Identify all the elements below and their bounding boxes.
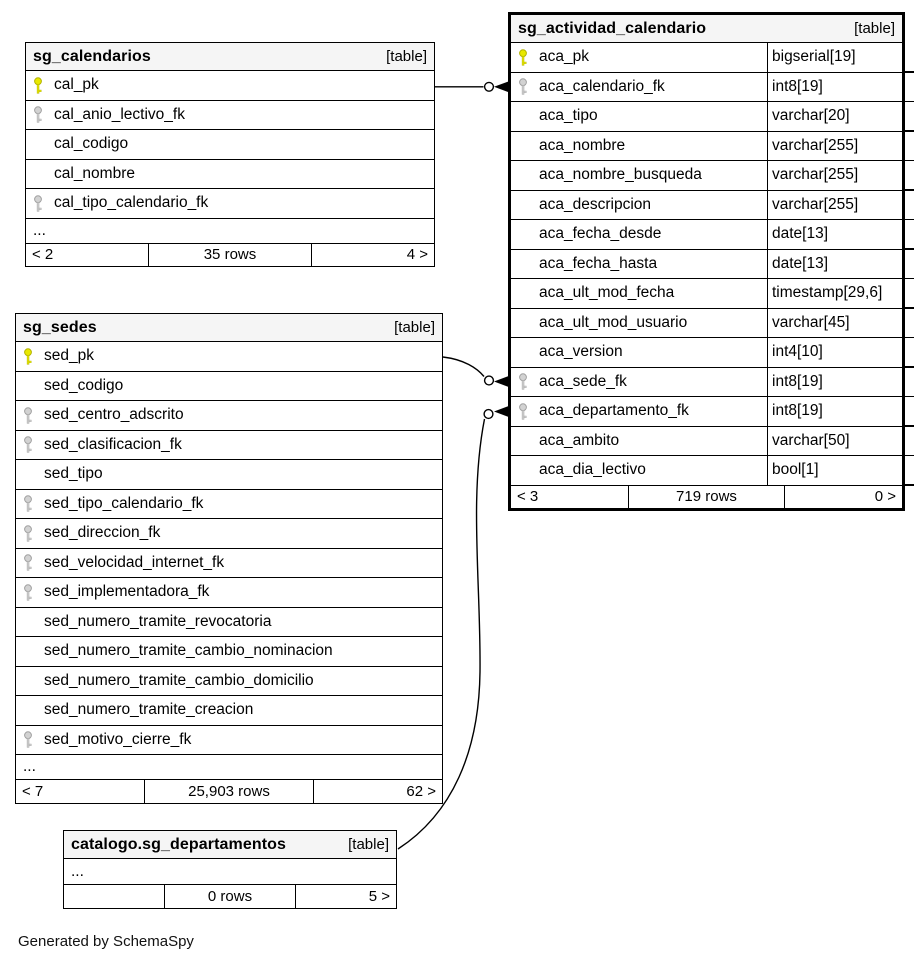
- table-row: [511, 338, 902, 368]
- table-row: [16, 637, 442, 667]
- column-name: aca_ult_mod_usuario: [539, 313, 688, 331]
- column-name: cal_codigo: [54, 135, 129, 153]
- column-type: int8[19]: [767, 397, 902, 426]
- footer-row-count: 0 rows: [164, 885, 297, 908]
- column-type: varchar[20]: [767, 102, 902, 131]
- generated-by-note: Generated by SchemaSpy: [18, 933, 194, 950]
- table-header: [64, 831, 396, 859]
- table-row: [511, 456, 902, 486]
- footer-next-count: 0 >: [874, 488, 896, 506]
- column-name: sed_centro_adscrito: [44, 406, 184, 424]
- column-name: aca_fecha_desde: [539, 225, 662, 243]
- table-row: [511, 73, 902, 103]
- zero-or-one-dot: [485, 376, 494, 385]
- column-name: cal_pk: [54, 76, 99, 94]
- column-type: timestamp[29,6]: [767, 279, 902, 308]
- table-row: [26, 130, 434, 160]
- table-tag: [table]: [394, 319, 435, 336]
- column-type: int8[19]: [767, 368, 902, 397]
- foreign-key-icon: [23, 407, 44, 424]
- primary-key-icon: [33, 77, 54, 94]
- foreign-key-icon: [518, 78, 539, 95]
- table-sg-calendarios: [25, 42, 435, 267]
- column-name: aca_fecha_hasta: [539, 254, 658, 272]
- foreign-key-icon: [23, 731, 44, 748]
- column-name: cal_tipo_calendario_fk: [54, 194, 209, 212]
- column-name: sed_implementadora_fk: [44, 583, 210, 601]
- table-row: [511, 427, 902, 457]
- column-type: varchar[255]: [767, 132, 902, 161]
- foreign-key-icon: [33, 195, 54, 212]
- column-name: sed_numero_tramite_revocatoria: [44, 612, 272, 630]
- table-header: [26, 43, 434, 71]
- table-title[interactable]: catalogo.sg_departamentos: [71, 835, 286, 853]
- table-row: [16, 460, 442, 490]
- column-name: sed_direccion_fk: [44, 524, 161, 542]
- footer-next-count: 62 >: [406, 782, 436, 800]
- column-name: aca_sede_fk: [539, 372, 627, 390]
- table-row: [26, 160, 434, 190]
- table-row: [16, 578, 442, 608]
- table-row: [511, 250, 902, 280]
- foreign-key-icon: [33, 106, 54, 123]
- table-header: [16, 314, 442, 342]
- column-type: bigserial[19]: [767, 43, 902, 72]
- table-row: [511, 309, 902, 339]
- relationship-line-sede: [443, 357, 508, 387]
- column-name: sed_tipo: [44, 465, 103, 483]
- table-row: [16, 726, 442, 756]
- column-name: sed_clasificacion_fk: [44, 435, 182, 453]
- column-type: varchar[255]: [767, 161, 902, 190]
- column-type: varchar[45]: [767, 309, 902, 338]
- primary-key-icon: [23, 348, 44, 365]
- table-row: [511, 43, 902, 73]
- foreign-key-icon: [518, 373, 539, 390]
- column-type: int4[10]: [767, 338, 902, 367]
- column-name: aca_nombre_busqueda: [539, 166, 702, 184]
- table-row: [16, 667, 442, 697]
- table-title[interactable]: sg_calendarios: [33, 47, 151, 65]
- table-row: [511, 102, 902, 132]
- table-sg-sedes: [15, 313, 443, 804]
- column-type: varchar[50]: [767, 427, 902, 456]
- table-catalogo-sg-departamentos: [63, 830, 397, 909]
- table-row: [16, 490, 442, 520]
- foreign-key-icon: [23, 495, 44, 512]
- footer-prev-count: < 7: [22, 782, 44, 800]
- table-row: [16, 342, 442, 372]
- table-footer: [16, 780, 442, 803]
- column-name: aca_calendario_fk: [539, 77, 665, 95]
- foreign-key-icon: [23, 584, 44, 601]
- column-name: sed_tipo_calendario_fk: [44, 494, 204, 512]
- footer-prev-count: [64, 885, 164, 908]
- column-name: sed_codigo: [44, 376, 124, 394]
- table-row: [16, 372, 442, 402]
- table-footer: [64, 885, 396, 908]
- table-row: [511, 220, 902, 250]
- table-title[interactable]: sg_sedes: [23, 318, 97, 336]
- table-title[interactable]: sg_actividad_calendario: [518, 19, 707, 37]
- footer-row-count: 25,903 rows: [144, 780, 314, 803]
- footer-next-count: 5 >: [368, 887, 390, 905]
- table-row: [16, 608, 442, 638]
- table-row: [16, 519, 442, 549]
- table-footer: [26, 244, 434, 267]
- column-name: aca_tipo: [539, 107, 598, 125]
- column-name: cal_nombre: [54, 164, 135, 182]
- foreign-key-icon: [23, 525, 44, 542]
- column-name: aca_pk: [539, 48, 589, 66]
- table-sg-actividad-calendario: [508, 12, 905, 511]
- zero-or-one-dot: [485, 82, 494, 91]
- column-name: sed_numero_tramite_cambio_nominacion: [44, 642, 333, 660]
- column-type: bool[1]: [767, 456, 902, 485]
- column-name: sed_velocidad_internet_fk: [44, 553, 225, 571]
- hidden-columns-ellipsis: ...: [64, 859, 396, 885]
- column-name: cal_anio_lectivo_fk: [54, 105, 185, 123]
- footer-next-count: 4 >: [406, 246, 428, 264]
- table-row: [511, 397, 902, 427]
- foreign-key-icon: [518, 403, 539, 420]
- table-header: [511, 15, 902, 43]
- column-name: sed_numero_tramite_cambio_domicilio: [44, 671, 314, 689]
- arrowhead: [494, 82, 508, 92]
- footer-row-count: 719 rows: [628, 486, 784, 509]
- column-name: aca_ambito: [539, 431, 620, 449]
- hidden-columns-ellipsis: ...: [16, 755, 442, 780]
- column-type: date[13]: [767, 220, 902, 249]
- table-tag: [table]: [348, 836, 389, 853]
- table-row: [26, 71, 434, 101]
- column-name: aca_nombre: [539, 136, 626, 154]
- table-row: [511, 132, 902, 162]
- column-name: aca_dia_lectivo: [539, 461, 646, 479]
- column-name: aca_descripcion: [539, 195, 652, 213]
- arrowhead: [494, 406, 508, 416]
- footer-prev-count: < 3: [517, 488, 539, 506]
- column-name: sed_pk: [44, 347, 94, 365]
- column-name: sed_numero_tramite_creacion: [44, 701, 254, 719]
- relationship-line-calendario: [435, 82, 508, 92]
- column-name: sed_motivo_cierre_fk: [44, 730, 192, 748]
- column-type: date[13]: [767, 250, 902, 279]
- column-type: varchar[255]: [767, 191, 902, 220]
- table-row: [511, 191, 902, 221]
- column-name: aca_departamento_fk: [539, 402, 689, 420]
- table-footer: [511, 486, 902, 509]
- footer-row-count: 35 rows: [148, 244, 311, 267]
- column-name: aca_version: [539, 343, 623, 361]
- table-tag: [table]: [854, 20, 895, 37]
- column-name: aca_ult_mod_fecha: [539, 284, 675, 302]
- foreign-key-icon: [23, 554, 44, 571]
- table-row: [16, 549, 442, 579]
- table-row: [26, 101, 434, 131]
- zero-or-one-dot: [484, 410, 493, 419]
- table-row: [511, 279, 902, 309]
- table-row: [16, 431, 442, 461]
- foreign-key-icon: [23, 436, 44, 453]
- table-row: [511, 368, 902, 398]
- table-row: [511, 161, 902, 191]
- table-row: [16, 401, 442, 431]
- table-tag: [table]: [386, 48, 427, 65]
- hidden-columns-ellipsis: ...: [26, 219, 434, 244]
- table-row: [26, 189, 434, 219]
- table-row: [16, 696, 442, 726]
- footer-prev-count: < 2: [32, 246, 54, 264]
- primary-key-icon: [518, 49, 539, 66]
- column-type: int8[19]: [767, 73, 902, 102]
- arrowhead: [494, 376, 508, 386]
